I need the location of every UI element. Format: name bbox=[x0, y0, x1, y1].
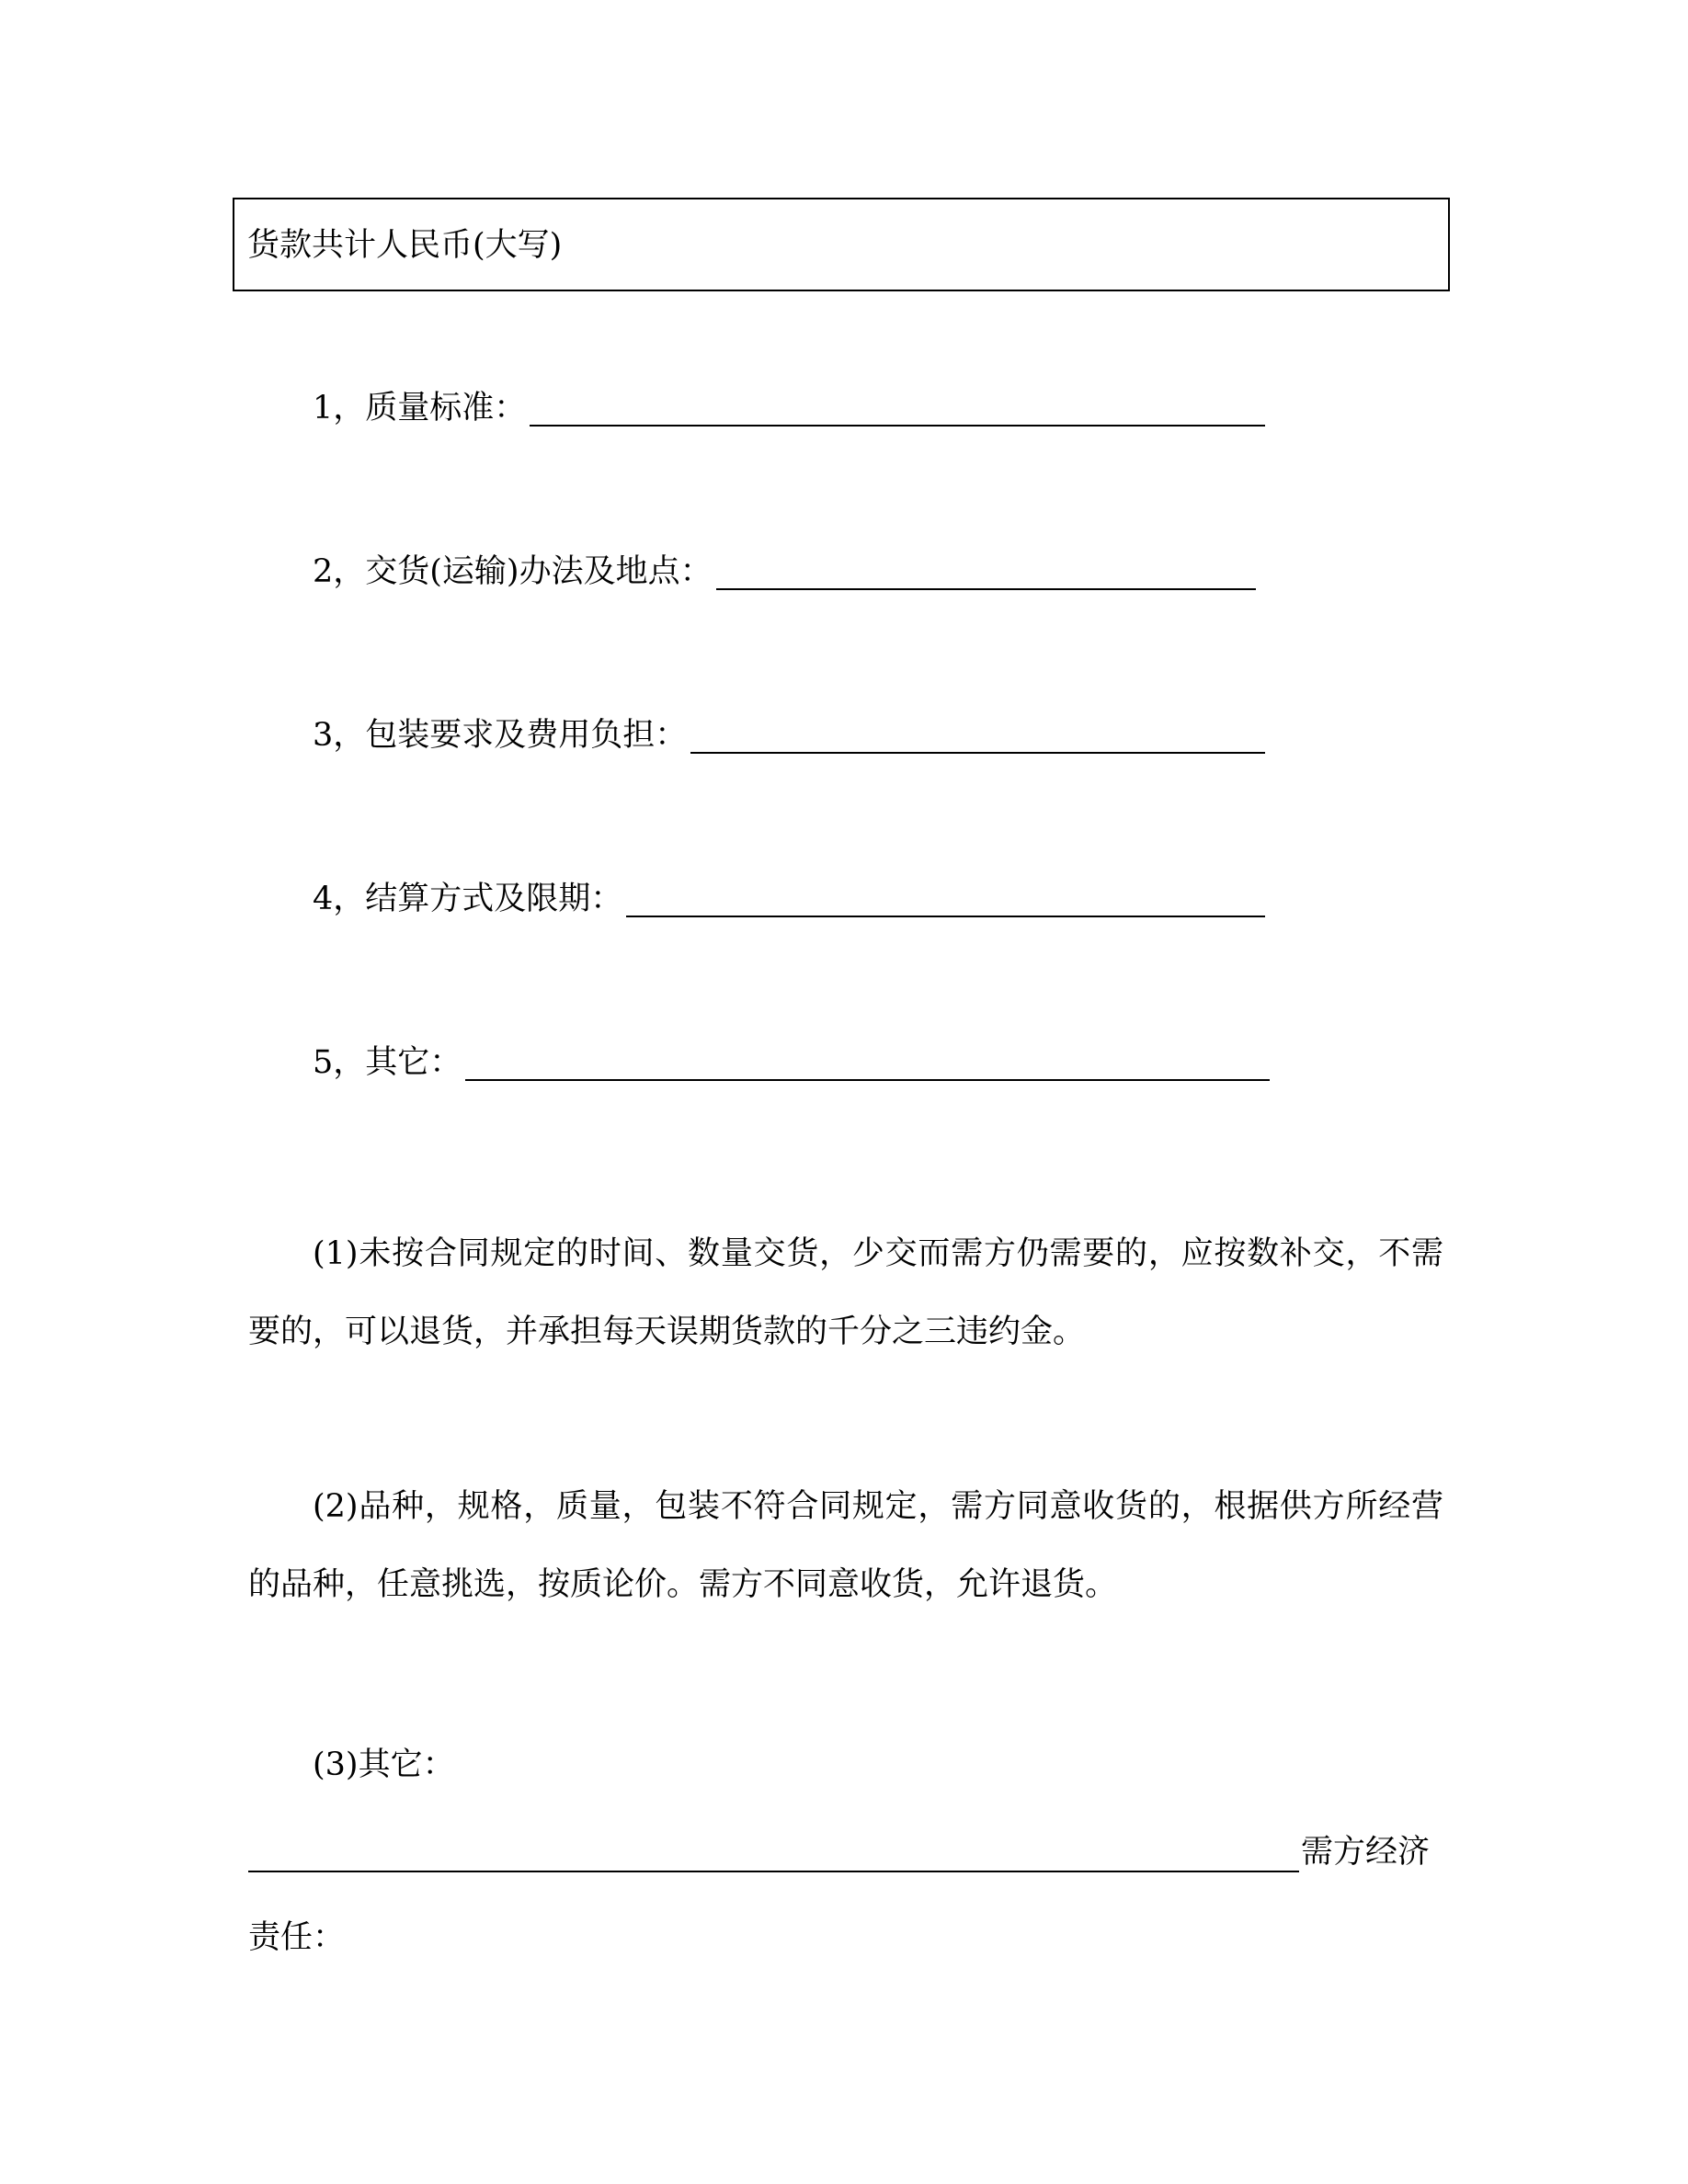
field-label: 1，质量标准： bbox=[313, 390, 527, 427]
field-label: 2，交货(运输)办法及地点： bbox=[313, 553, 713, 590]
clause-2: (2)品种，规格，质量，包装不符合同规定，需方同意收货的，根据供方所经营的品种，任意挑选，按质论价。需方不同意收货，允许退货。 bbox=[248, 1488, 1443, 1603]
clause-3-tail: 需方经济 bbox=[1301, 1834, 1431, 1871]
blank-line bbox=[465, 1046, 1270, 1081]
total-amount-box bbox=[233, 198, 1450, 291]
clause-1: (1)未按合同规定的时间、数量交货，少交而需方仍需要的，应按数补交，不需要的，可以退货，并承担每天误期货款的千分之三违约金。 bbox=[248, 1235, 1443, 1350]
field-label: 3，包装要求及费用负担： bbox=[313, 717, 688, 754]
field-delivery-method bbox=[313, 548, 1256, 590]
clause-3-label: (3)其它： bbox=[313, 1746, 455, 1783]
blank-line bbox=[530, 392, 1265, 427]
field-packaging bbox=[313, 711, 1265, 754]
field-label: 4，结算方式及限期： bbox=[313, 881, 623, 917]
total-amount-label: 货款共计人民币(大写) bbox=[247, 227, 563, 264]
blank-line bbox=[248, 1871, 1299, 1872]
clause-3-end: 责任： bbox=[248, 1919, 346, 1956]
blank-line bbox=[626, 882, 1265, 917]
field-quality-standard bbox=[313, 384, 1265, 427]
blank-line bbox=[716, 555, 1256, 590]
blank-line bbox=[690, 719, 1265, 754]
field-other bbox=[313, 1039, 1270, 1081]
field-settlement bbox=[313, 875, 1265, 917]
field-label: 5，其它： bbox=[313, 1044, 462, 1081]
